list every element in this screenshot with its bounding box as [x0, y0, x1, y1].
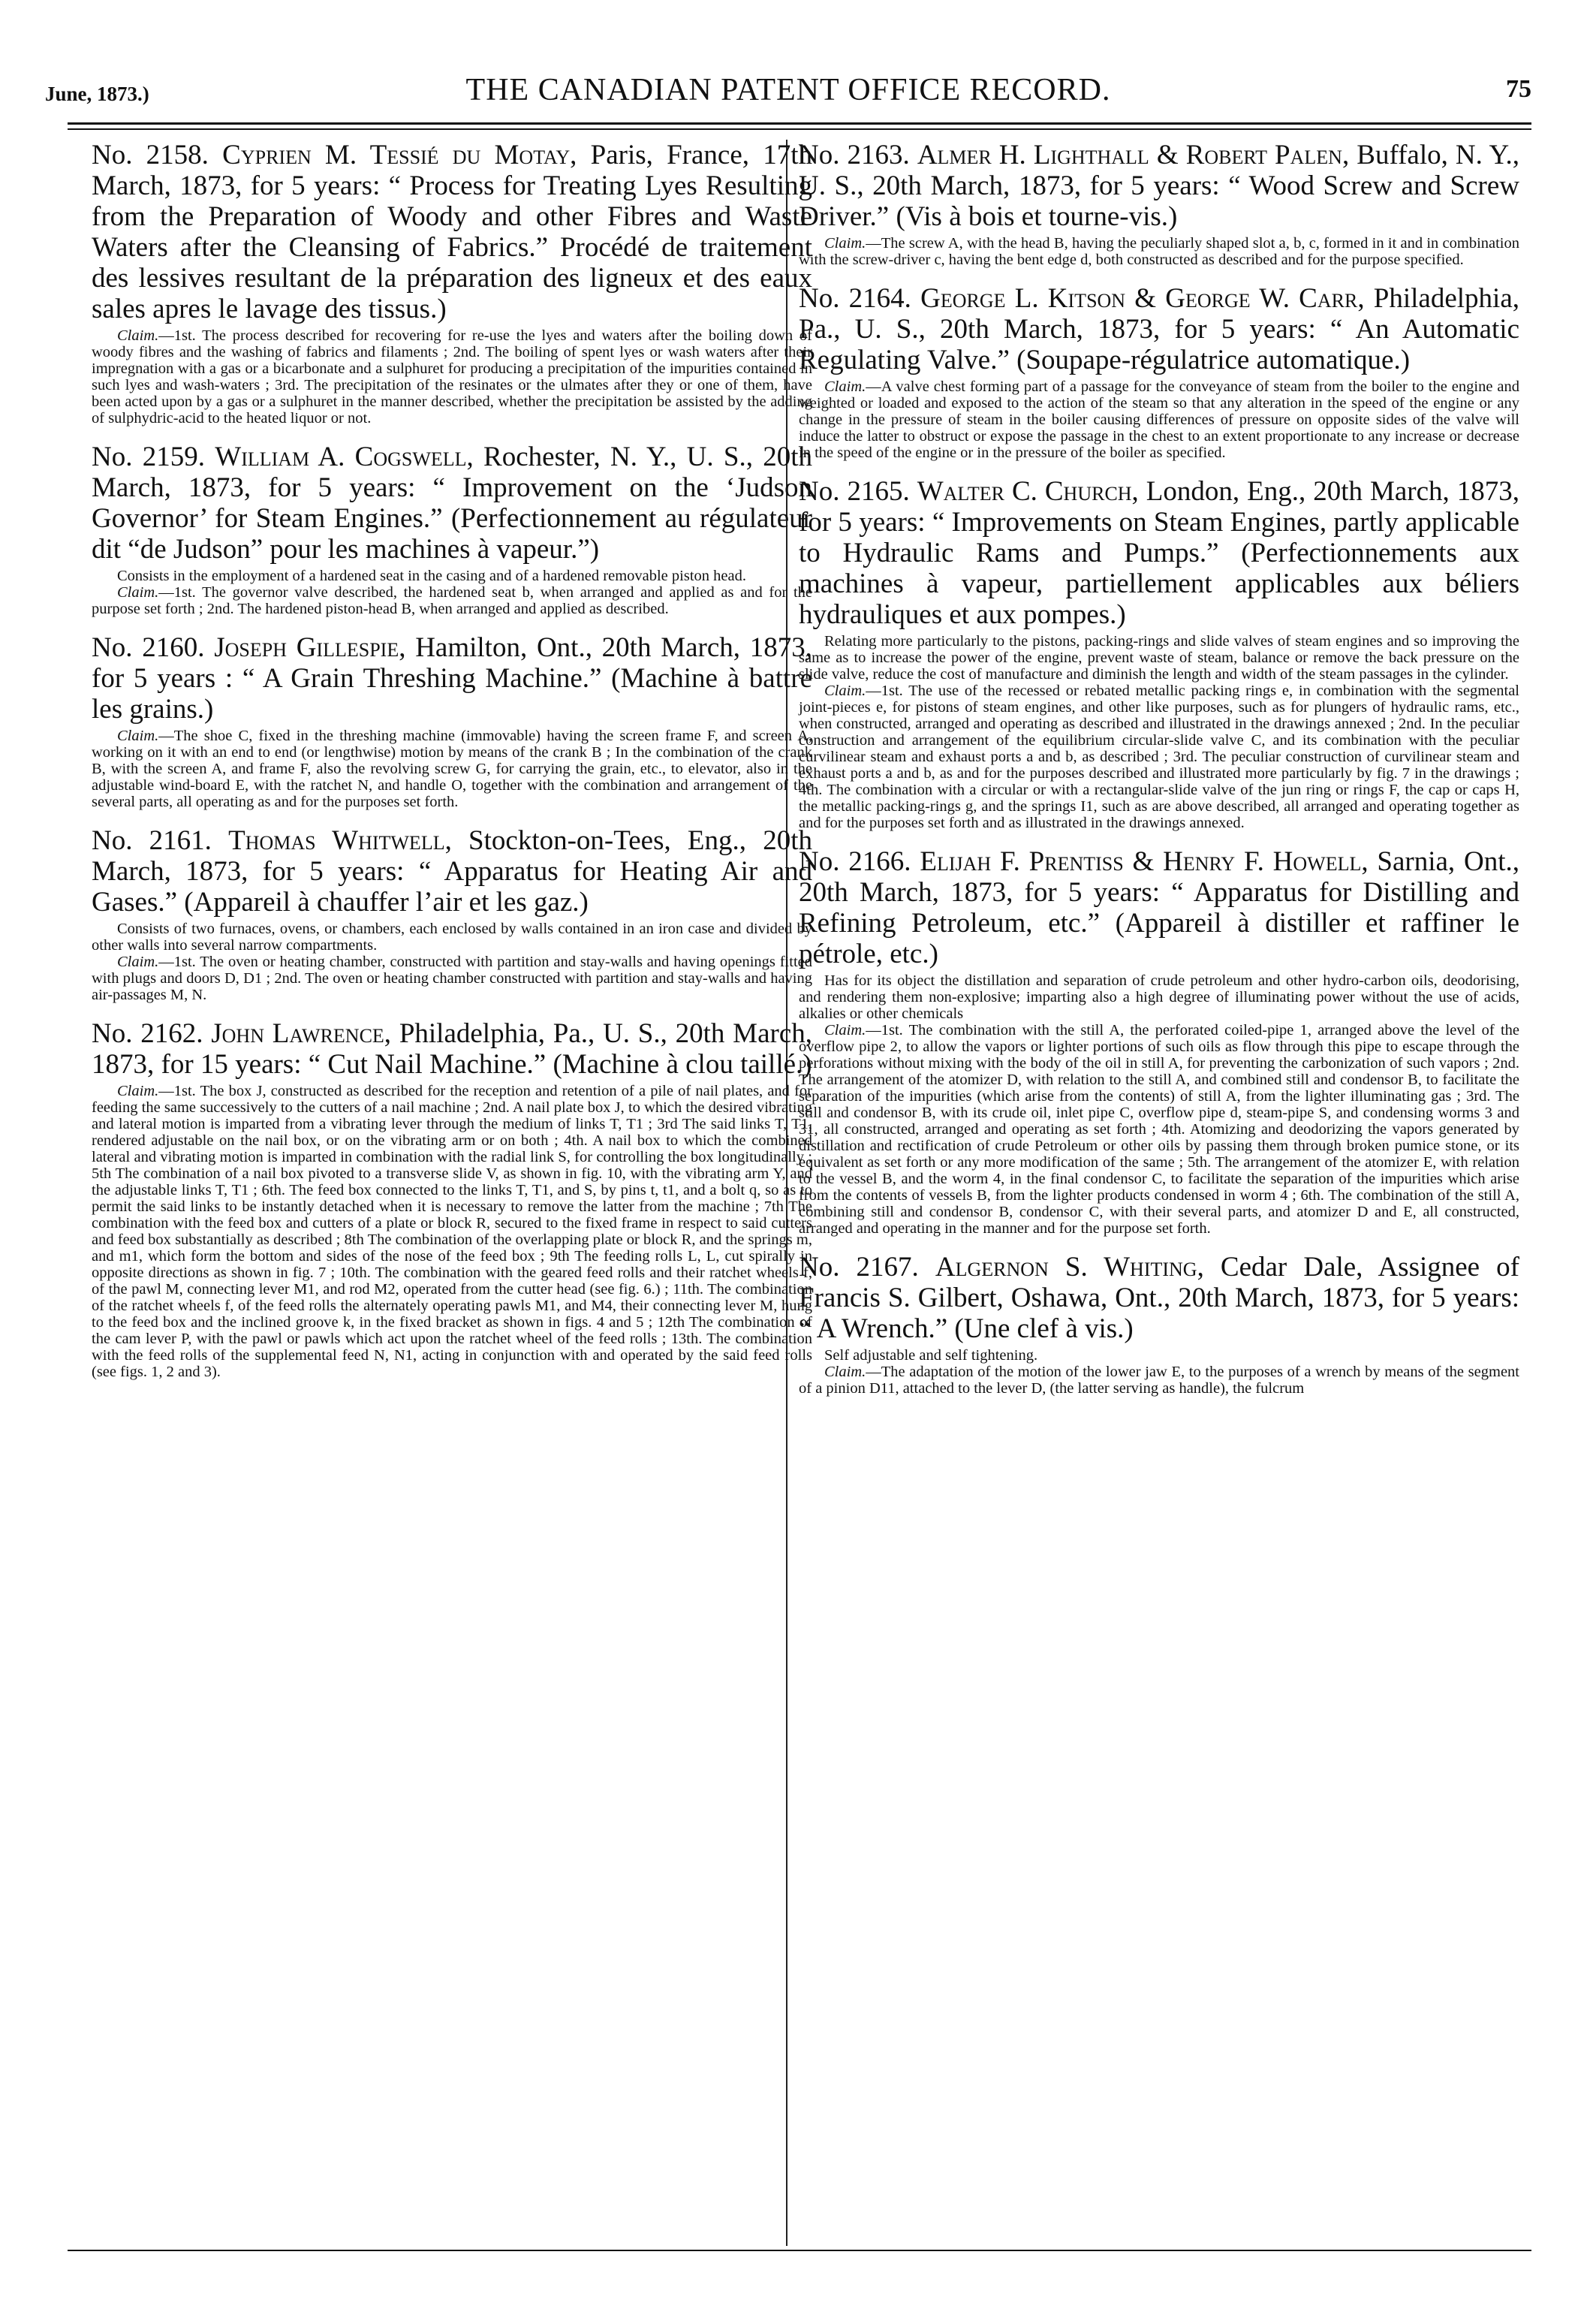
patent-number: No. 2162.	[92, 1018, 203, 1049]
patent-heading	[799, 283, 1519, 375]
summary-paragraph	[92, 568, 812, 584]
patentee-name: Elijah F. Prentiss & Henry F. Howell,	[920, 846, 1369, 877]
paragraph-text: Consists of two furnaces, ovens, or chambers, each enclosed by walls contained in an iron case and divided by other walls into several narrow compartments.	[92, 921, 812, 954]
footer-rule	[68, 2250, 1531, 2251]
left-column	[92, 140, 812, 1395]
page-header	[45, 72, 1531, 117]
claim-label: Claim.	[117, 327, 159, 344]
claim-label: Claim.	[117, 728, 159, 744]
patentee-name: Algernon S. Whiting,	[935, 1252, 1204, 1283]
patent-heading	[92, 825, 812, 918]
patent-entry	[799, 283, 1519, 461]
claim-paragraph	[92, 954, 812, 1003]
claim-paragraph	[92, 584, 812, 617]
claim-label: Claim.	[824, 235, 866, 252]
summary-paragraph	[799, 972, 1519, 1022]
patentee-name: Joseph Gillespie,	[214, 632, 406, 663]
patent-heading	[799, 476, 1519, 630]
patent-number: No. 2160.	[92, 632, 205, 663]
patent-entry	[92, 442, 812, 617]
patent-description	[92, 1083, 812, 1380]
paragraph-text: —The shoe C, fixed in the threshing machine (immovable) having the screen frame F, and screen A, working on it with an end to end (or lengthwise) motion by means of the crank B ; In the combination of the crank B, with the screen A, and frame F, also the revolving screw G, for carrying the grain, etc., to elevator, also in the adjustable wind-board E, with the ratchet N, and handle O, together with the combination and arrangement of the several parts, all operating as and for the purposes set forth.	[92, 728, 812, 810]
paragraph-text: Self adjustable and self tightening.	[824, 1347, 1038, 1364]
paragraph-text: Has for its object the distillation and separation of crude petroleum and other hydro-carbon oils, deodorising, and rendering them non-explosive; imparting also a high degree of illuminating power without the use of acids, alkalies or other chemicals	[799, 972, 1519, 1022]
patentee-name: Cyprien M. Tessié du Motay,	[222, 140, 577, 170]
patent-title: Buffalo, N. Y., U. S., 20th March, 1873, for 5 years: “ Wood Screw and Screw Driver.” (Vis à bois et tourne-vis.)	[799, 140, 1519, 232]
claim-label: Claim.	[117, 954, 159, 970]
header-rule	[68, 122, 1531, 125]
claim-label: Claim.	[117, 584, 159, 601]
summary-paragraph	[799, 633, 1519, 683]
claim-paragraph	[799, 378, 1519, 461]
summary-paragraph	[799, 1347, 1519, 1364]
patent-title: Sarnia, Ont., 20th March, 1873, for 5 years: “ Apparatus for Distilling and Refining Petroleum, etc.” (Appareil à distiller et raffiner le pétrole, etc.)	[799, 846, 1519, 969]
summary-paragraph	[92, 921, 812, 954]
claim-paragraph	[799, 1364, 1519, 1397]
paragraph-text: Consists in the employment of a hardened seat in the casing and of a hardened removable piston head.	[117, 568, 746, 584]
patent-entry	[799, 140, 1519, 268]
patent-heading	[799, 846, 1519, 969]
claim-paragraph	[799, 235, 1519, 268]
patent-number: No. 2165.	[799, 476, 910, 507]
patent-title: London, Eng., 20th March, 1873, for 5 years: “ Improvements on Steam Engines, partly applicable to Hydraulic Rams and Pumps.” (Perfectionnements aux machines à vapeur, partiellement applicables aux béliers hydrauliques et aux pompes.)	[799, 476, 1519, 630]
paragraph-text: —The screw A, with the head B, having the peculiarly shaped slot a, b, c, formed in it and in combination with the screw-driver c, having the bent edge d, both constructed as described and for the purpose specified.	[799, 235, 1519, 268]
patent-title: Cedar Dale, Assignee of Francis S. Gilbert, Oshawa, Ont., 20th March, 1873, for 5 years: “ A Wrench.” (Une clef à vis.)	[799, 1252, 1519, 1344]
patentee-name: William A. Cogswell,	[215, 442, 474, 472]
patentee-name: Almer H. Lighthall & Robert Palen,	[917, 140, 1350, 170]
patent-heading	[799, 140, 1519, 232]
paragraph-text: —1st. The combination with the still A, the perforated coiled-pipe 1, arranged above the level of the overflow pipe 2, to allow the vapors or lighter portions of such oils as flow through this pipe to escape through the perforations without mixing with the body of the oil in still A, for preventing the carbonization of such vapors ; 2nd. The arrangement of the atomizer D, with relation to the still A, and combined still and condensor B, to facilitate the separation of the impurities (which arise from the contents) of still A, from the lighter illuminating gas ; 3rd. The still and condensor B, with its crude oil, inlet pipe C, overflow pipe d, steam-pipe S, and condensing worms 3 and 31, all constructed, arranged and operating as set forth ; 4th. Atomizing and deodorizing the vapors generated by distillation and rectification of crude Petroleum or other oils by passing them through broken pumice stone, or its equivalent as set forth or any more modification of the same ; 5th. The arrangement of the atomizer E, with relation to the vessel B, and the worm 4, in the final condensor C, to facilitate the separation of the impurities which arise from the contents of vessels B, from the lighter products condensed in worm 4 ; 6th. The combination of the still A, combining still and condensor B, condensor C, with their several parts, and atomizer D and E, all constructed, arranged and operating in the manner and for the purpose set forth.	[799, 1022, 1519, 1237]
patent-description	[799, 972, 1519, 1237]
right-column	[799, 140, 1519, 1412]
paragraph-text: —The adaptation of the motion of the lower jaw E, to the purposes of a wrench by means of the segment of a pinion D11, attached to the lever D, (the latter serving as handle), the fulcrum	[799, 1364, 1519, 1397]
claim-paragraph	[92, 728, 812, 810]
patent-entry	[92, 140, 812, 427]
claim-paragraph	[799, 683, 1519, 831]
patent-description	[92, 921, 812, 1003]
patent-title: Rochester, N. Y., U. S., 20th March, 1873, for 5 years: “ Improvement on the ‘Judson Governor’ for Steam Engines.” (Perfectionnement au régulateur dit “de Judson” pour les machines à vapeur.”)	[92, 442, 813, 565]
patent-entry	[92, 632, 812, 810]
claim-label: Claim.	[117, 1083, 159, 1099]
patentee-name: Walter C. Church,	[917, 476, 1139, 507]
claim-paragraph	[92, 327, 812, 427]
header-rule-inner	[68, 128, 1531, 130]
patent-title: Hamilton, Ont., 20th March, 1873, for 5 years : “ A Grain Threshing Machine.” (Machine à battre les grains.)	[92, 632, 813, 725]
issue-date: June, 1873.)	[45, 83, 149, 105]
patent-description	[799, 378, 1519, 461]
patent-entry	[799, 476, 1519, 831]
patent-number: No. 2166.	[799, 846, 911, 877]
patent-number: No. 2167.	[799, 1252, 919, 1283]
patent-description	[92, 728, 812, 810]
patent-number: No. 2159.	[92, 442, 205, 472]
patent-number: No. 2163.	[799, 140, 910, 170]
paragraph-text: —1st. The use of the recessed or rebated metallic packing rings e, in combination with the segmental joint-pieces e, for pistons of steam engines, and other like purposes, such as for plungers of hydraulic rams, etc., when constructed, arranged and operating as described and illustrated in the drawings annexed ; 2nd. In the peculiar construction and arrangement of the equilibrium circular-slide valve C, and its combination with the peculiar curvilinear steam and exhaust ports a and b, as described ; 3rd. The peculiar construction of curvilinear steam and exhaust ports a and b, as and for the purposes described and illustrated more particularly by fig. 7 in the drawings ; 4th. The combination with a circular or with a rectangular-slide valve of the jun ring or rings F, the cap or caps H, the metallic packing-rings g, and the springs I1, such as are above described, all arranged and operating together as and for the purposes set forth and as illustrated in the drawings annexed.	[799, 683, 1519, 831]
patent-number: No. 2158.	[92, 140, 209, 170]
patent-title: Philadelphia, Pa., U. S., 20th March, 1873, for 5 years: “ An Automatic Regulating Valve.” (Soupape-régulatrice automatique.)	[799, 283, 1520, 375]
claim-paragraph	[92, 1083, 812, 1380]
patentee-name: Thomas Whitwell,	[228, 825, 452, 856]
patent-description	[799, 235, 1519, 268]
paragraph-text: —1st. The box J, constructed as described for the reception and retention of a pile of nail plates, and for feeding the same successively to the cutters of a nail machine ; 2nd. A nail plate box J, to which the desired vibrating and lateral motion is imparted from a vibrating lever through the medium of links T, T1 ; 3rd The said links T, T1, rendered adjustable on the nail box, or on the vibrating arm or on both ; 4th. A nail box to which the combined lateral and vibrating motion is imparted in combination with the radial link S, for controlling the box longitudinally ; 5th The combination of a nail box pivoted to a transverse slide V, as shown in fig. 10, with the vibrating arm Y, and the adjustable links T, T1 ; 6th. The feed box connected to the links T, T1, and S, by pins t, t1, and a bolt q, so as to permit the said links to be instantly detached when it is necessary to remove the latter from the machine ; 7th The combination with the feed box and cutters of a plate or block R, secured to the fixed frame in respect to said cutters and feed box substantially as described ; 8th The combination of the overlapping plate or block R, and the springs m, and m1, which form the bottom and sides of the nose of the feed box ; 9th The feeding rolls L, L, cut spirally in opposite directions as shown in fig. 7 ; 10th. The combination with the geared feed rolls and their ratchet wheels f, of the pawl M, connecting lever M1, and rod M2, operated from the cutter head (see fig. 6.) ; 11th. The combination of the ratchet wheels f, of the feed rolls the alternately operating pawls M1, and M4, their connecting lever M, hung to the feed box and the inclined groove k, in the fixed bracket as shown in figs. 4 and 5 ; 12th The combination of the cam lever P, with the pawl or pawls which act upon the ratchet wheel of the feed rolls ; 13th. The combination with the feed rolls of the supplemental feed N, N1, acting in conjunction with and operated by the said feed rolls (see figs. 1, 2 and 3).	[92, 1083, 812, 1380]
patent-entry	[92, 1018, 812, 1380]
patent-description	[92, 568, 812, 617]
claim-paragraph	[799, 1022, 1519, 1237]
claim-label: Claim.	[824, 1364, 866, 1380]
patent-entry	[799, 846, 1519, 1237]
patent-heading	[799, 1252, 1519, 1344]
patent-title: Stockton-on-Tees, Eng., 20th March, 1873, for 5 years: “ Apparatus for Heating Air and Gases.” (Appareil à chauffer l’air et les gaz.)	[92, 825, 813, 918]
patent-heading	[92, 632, 812, 725]
page-number: 75	[1506, 75, 1531, 103]
patent-heading	[92, 442, 812, 565]
paragraph-text: —A valve chest forming part of a passage for the conveyance of steam from the boiler to the engine and weighted or loaded and exposed to the action of the steam so that any alteration in the speed of the engine or any change in the pressure of steam in the boiler causing differences of pressure on opposite sides of the valve will induce the latter to obstruct or expose the passage in the chest to an extent proportionate to any increase or decrease in the speed of the engine or in the pressure of the boiler as specified.	[799, 378, 1519, 461]
patent-description	[799, 633, 1519, 831]
patent-title: Paris, France, 17th March, 1873, for 5 years: “ Process for Treating Lyes Resulting from the Preparation of Woody and other Fibres and Waste Waters after the Cleansing of Fabrics.” Procédé de traitement des lessives resultant de la préparation des ligneux et des eaux sales apres le lavage des tissus.)	[92, 140, 813, 324]
claim-label: Claim.	[824, 683, 866, 699]
paragraph-text: —1st. The oven or heating chamber, constructed with partition and stay-walls and having openings fitted with plugs and doors D, D1 ; 2nd. The oven or heating chamber constructed with partition and stay-walls and having air-passages M, N.	[92, 954, 812, 1003]
paragraph-text: Relating more particularly to the pistons, packing-rings and slide valves of steam engines and so improving the same as to increase the power of the engine, prevent waste of steam, balance or remove the back pressure on the slide valve, reduce the cost of manufacture and diminish the length and width of the steam passages in the cylinder.	[799, 633, 1519, 683]
patent-entry	[799, 1252, 1519, 1397]
patent-entry	[92, 825, 812, 1003]
claim-label: Claim.	[824, 378, 866, 395]
patent-description	[799, 1347, 1519, 1397]
paragraph-text: —1st. The governor valve described, the hardened seat b, when arranged and applied as and for the purpose set forth ; 2nd. The hardened piston-head B, when arranged and applied as described.	[92, 584, 812, 617]
claim-label: Claim.	[824, 1022, 866, 1038]
patentee-name: John Lawrence,	[211, 1018, 392, 1049]
patent-number: No. 2161.	[92, 825, 212, 856]
patent-description	[92, 327, 812, 427]
publication-title: THE CANADIAN PATENT OFFICE RECORD.	[465, 73, 1111, 107]
patent-number: No. 2164.	[799, 283, 911, 314]
patent-heading	[92, 1018, 812, 1080]
patentee-name: George L. Kitson & George W. Carr,	[920, 283, 1365, 314]
paragraph-text: —1st. The process described for recovering for re-use the lyes and waters after the boiling down of woody fibres and the washing of fabrics and filaments ; 2nd. The boiling of spent lyes or wash waters after their impregnation with a gas or a bicarbonate and a sulphuret for producing a precipitation of the impurities contained in such lyes and wash-waters ; 3rd. The precipitation of the resinates or the ulmates after they or one of them, have been acted upon by a gas or a sulphuret in the manner described, whether the precipitation be assisted by the adding of sulphydric-acid to the heated liquor or not.	[92, 327, 812, 427]
patent-heading	[92, 140, 812, 324]
patent-title: Philadelphia, Pa., U. S., 20th March, 1873, for 15 years: “ Cut Nail Machine.” (Machine à clou taillé.)	[92, 1018, 812, 1080]
